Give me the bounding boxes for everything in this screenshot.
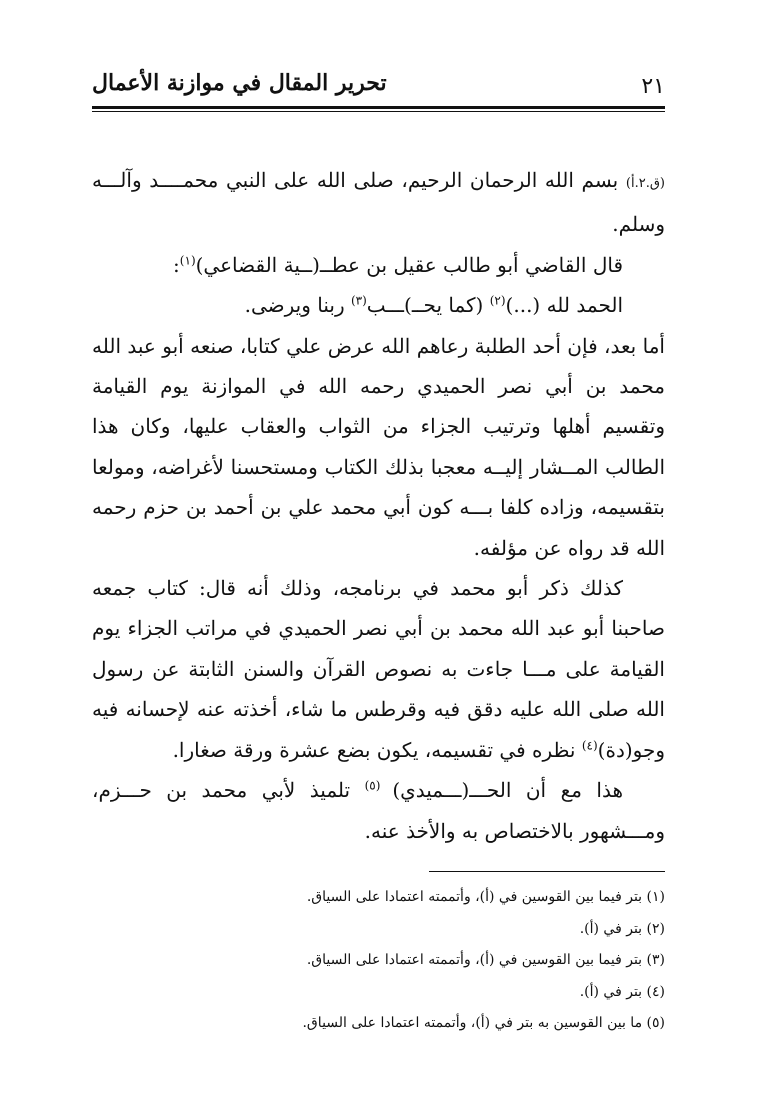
footnote-item: (٣) بتر فيما بين القوسين في (أ)، وأتممته اعتمادا على السياق.: [306, 952, 665, 968]
paragraph-barnamaj: [92, 568, 665, 770]
footnote-item: (٥) ما بين القوسين به بتر في (أ)، وأتممته اعتمادا على السياق.: [302, 1015, 665, 1031]
footnotes: [92, 882, 665, 1040]
folio-marker: (ق.٢.أ): [625, 176, 665, 191]
paragraph-hamd: [92, 285, 665, 325]
header-rule-thick: [92, 106, 665, 109]
paragraph-amma-bad: أما بعد، فإن أحد الطلبة رعاهم الله عرض علي كتابا، صنعه أبو عبد الله محمد بن أبي نصر الحميدي رحمه الله في الموازنة يوم القيامة وتقسيم أهلها وترتيب الجزاء من الثواب والعقاب عليها، وكان هذا الطالب المــشار إليــه معجبا بذلك الكتاب ومستحسنا لأغراضه، ومولعا بتقسيمه، وزاده كلفا بـــه كون أبي محمد علي بن أحمد بن حزم رحمه الله قد رواه عن مؤلفه.: [92, 333, 665, 560]
humaydi-text-b: تلميذ لأبي محمد بن حـــزم، ومـــشهور بالاختصاص به والأخذ عنه.: [92, 778, 665, 843]
author-colon: :: [173, 252, 180, 277]
footnote-ref-5: (٥): [364, 778, 393, 793]
footnote-separator: [429, 871, 665, 872]
paragraph-humaydi: [92, 770, 665, 851]
footnote-ref-3: (٣): [350, 293, 367, 308]
running-title: تحرير المقال في موازنة الأعمال: [92, 70, 387, 96]
footnote-ref-4: (٤): [581, 738, 598, 753]
barnamaj-text-a: كذلك ذكر أبو محمد في برنامجه، وذلك أنه قال: كتاب جمعه صاحبنا أبو عبد الله محمد بن أبي نصر الحميدي في مراتب الجزاء يوم القيامة على مـــا جاءت به نصوص القرآن والسنن الثابتة عن رسول الله صلى الله عليه دقق فيه وقرطس ما شاء، أخذته عنه لإحسانه فيه وجو(دة): [92, 576, 665, 762]
hamd-text-a: الحمد لله (...): [505, 293, 623, 318]
barnamaj-text-b: نظره في تقسيمه، يكون بضع عشرة ورقة صغارا.: [172, 737, 582, 762]
footnote-ref-1: (١): [179, 253, 196, 268]
page-header: [92, 70, 665, 106]
main-text: [92, 160, 665, 851]
footnote-item: (٢) بتر في (أ).: [579, 920, 665, 937]
page-number: ٢١: [641, 74, 665, 99]
paragraph-basmala: [92, 160, 665, 245]
footnote-item: (١) بتر فيما بين القوسين في (أ)، وأتممته اعتمادا على السياق.: [306, 889, 665, 905]
humaydi-text-a: هذا مع أن الحـــ(ـــميدي): [392, 778, 623, 803]
hamd-text-c: ربنا ويرضى.: [244, 293, 351, 318]
author-text: قال القاضي أبو طالب عقيل بن عطــ(ــية القضاعي): [195, 252, 623, 277]
hamd-text-b: (كما يحــ)ـــب: [366, 293, 490, 318]
footnote-ref-2: (٢): [489, 293, 506, 308]
footnote-item: (٤) بتر في (أ).: [579, 983, 665, 1000]
paragraph-author: [92, 245, 665, 285]
header-rule-thin: [92, 111, 665, 112]
basmala-text: بسم الله الرحمان الرحيم، صلى الله على النبي محمــــد وآلـــه وسلم.: [92, 168, 665, 237]
